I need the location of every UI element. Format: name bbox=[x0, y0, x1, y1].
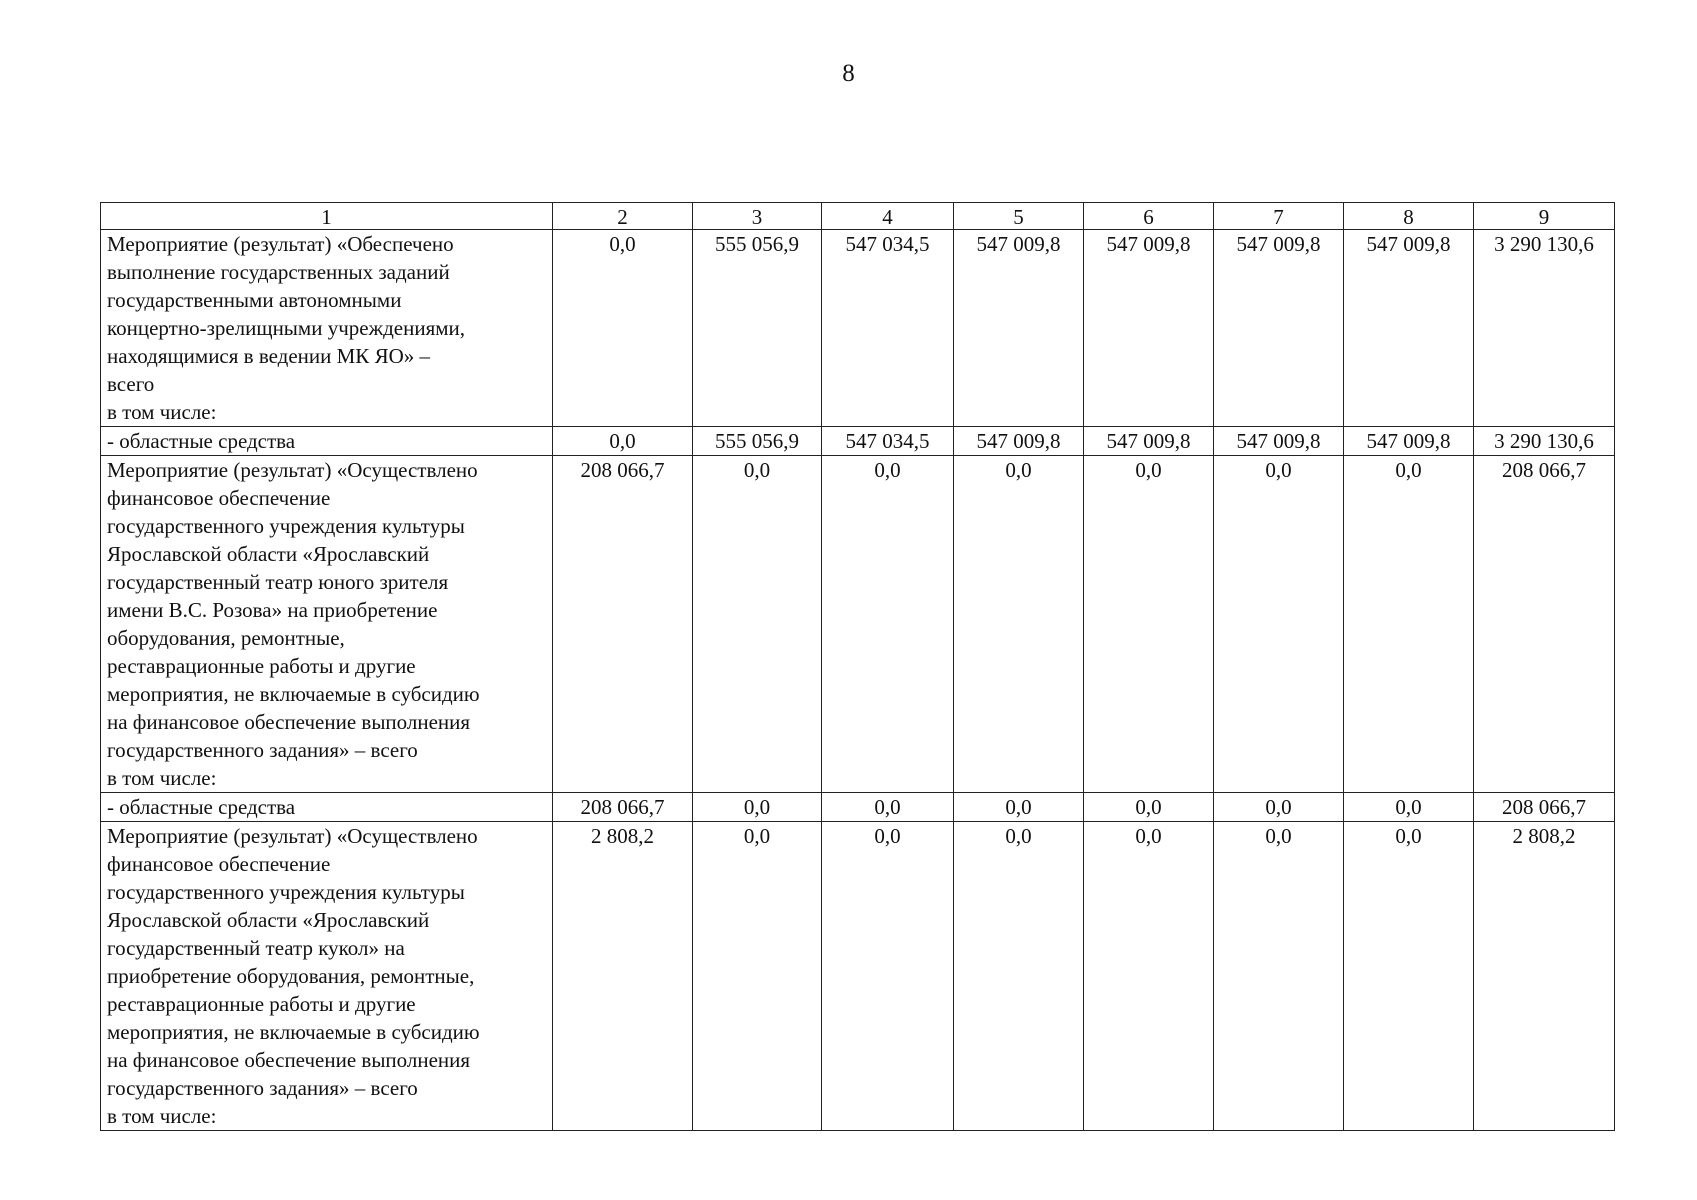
value-cell: 555 056,9 bbox=[693, 230, 822, 427]
value-cell: 2 808,2 bbox=[1474, 822, 1615, 1131]
column-header: 6 bbox=[1084, 203, 1214, 230]
value-cell: 547 009,8 bbox=[1344, 230, 1474, 427]
row-label-line: находящимися в ведении МК ЯО» – bbox=[107, 344, 430, 368]
row-label-line: государственного задания» – всего bbox=[107, 1076, 418, 1100]
column-header: 5 bbox=[954, 203, 1084, 230]
row-label-line: в том числе: bbox=[107, 766, 217, 790]
row-label-line: Мероприятие (результат) «Осуществлено bbox=[107, 824, 478, 848]
value-cell: 0,0 bbox=[822, 456, 954, 793]
page-number: 8 bbox=[842, 60, 855, 87]
value-cell: 0,0 bbox=[954, 793, 1084, 822]
value-cell: 2 808,2 bbox=[553, 822, 693, 1131]
row-label-line: финансовое обеспечение bbox=[107, 486, 331, 510]
row-label-line: финансовое обеспечение bbox=[107, 852, 331, 876]
column-header: 3 bbox=[693, 203, 822, 230]
row-label-line: концертно-зрелищными учреждениями, bbox=[107, 316, 466, 340]
value-cell: 547 009,8 bbox=[1084, 230, 1214, 427]
value-cell: 3 290 130,6 bbox=[1474, 427, 1615, 456]
row-label-line: - областные средства bbox=[107, 795, 296, 819]
row-label bbox=[101, 427, 553, 456]
row-label-line: имени В.С. Розова» на приобретение bbox=[107, 598, 438, 622]
column-header: 9 bbox=[1474, 203, 1615, 230]
value-cell: 0,0 bbox=[1084, 793, 1214, 822]
row-label-line: Мероприятие (результат) «Обеспечено bbox=[107, 232, 454, 256]
row-label-line: - областные средства bbox=[107, 429, 296, 453]
value-cell: 208 066,7 bbox=[1474, 793, 1615, 822]
value-cell: 0,0 bbox=[1214, 822, 1344, 1131]
row-label-line: государственный театр юного зрителя bbox=[107, 570, 449, 594]
value-cell: 0,0 bbox=[954, 456, 1084, 793]
value-cell: 208 066,7 bbox=[1474, 456, 1615, 793]
value-cell: 208 066,7 bbox=[553, 456, 693, 793]
value-cell: 0,0 bbox=[1344, 793, 1474, 822]
row-label-line: на финансовое обеспечение выполнения bbox=[107, 1048, 471, 1072]
value-cell: 547 009,8 bbox=[954, 230, 1084, 427]
value-cell: 555 056,9 bbox=[693, 427, 822, 456]
value-cell: 0,0 bbox=[1344, 456, 1474, 793]
value-cell: 208 066,7 bbox=[553, 793, 693, 822]
row-label-line: всего bbox=[107, 372, 155, 396]
value-cell: 0,0 bbox=[1084, 456, 1214, 793]
column-header: 8 bbox=[1344, 203, 1474, 230]
value-cell: 0,0 bbox=[553, 230, 693, 427]
column-header: 7 bbox=[1214, 203, 1344, 230]
row-label-line: оборудования, ремонтные, bbox=[107, 626, 345, 650]
table-row bbox=[101, 230, 1615, 427]
row-label-line: выполнение государственных заданий bbox=[107, 260, 450, 284]
value-cell: 547 009,8 bbox=[1084, 427, 1214, 456]
row-label-line: реставрационные работы и другие bbox=[107, 992, 416, 1016]
table-row bbox=[101, 456, 1615, 793]
row-label-line: в том числе: bbox=[107, 400, 217, 424]
column-header: 4 bbox=[822, 203, 954, 230]
row-label-line: мероприятия, не включаемые в субсидию bbox=[107, 1020, 480, 1044]
column-header: 2 bbox=[553, 203, 693, 230]
value-cell: 547 034,5 bbox=[822, 427, 954, 456]
value-cell: 0,0 bbox=[693, 456, 822, 793]
value-cell: 547 009,8 bbox=[1214, 427, 1344, 456]
table-row bbox=[101, 427, 1615, 456]
row-label-line: Ярославской области «Ярославский bbox=[107, 908, 430, 932]
budget-table bbox=[100, 202, 1615, 1131]
value-cell: 3 290 130,6 bbox=[1474, 230, 1615, 427]
row-label-line: на финансовое обеспечение выполнения bbox=[107, 710, 471, 734]
row-label bbox=[101, 793, 553, 822]
row-label-line: государственными автономными bbox=[107, 288, 402, 312]
row-label bbox=[101, 822, 553, 1131]
column-header: 1 bbox=[101, 203, 553, 230]
row-label bbox=[101, 230, 553, 427]
row-label-line: мероприятия, не включаемые в субсидию bbox=[107, 682, 480, 706]
row-label-line: государственный театр кукол» на bbox=[107, 936, 405, 960]
table-row bbox=[101, 822, 1615, 1131]
row-label-line: государственного учреждения культуры bbox=[107, 880, 465, 904]
row-label-line: Ярославской области «Ярославский bbox=[107, 542, 430, 566]
header-row bbox=[101, 203, 1615, 230]
value-cell: 0,0 bbox=[693, 822, 822, 1131]
value-cell: 0,0 bbox=[1214, 456, 1344, 793]
value-cell: 0,0 bbox=[1214, 793, 1344, 822]
value-cell: 0,0 bbox=[1084, 822, 1214, 1131]
row-label bbox=[101, 456, 553, 793]
row-label-line: государственного задания» – всего bbox=[107, 738, 418, 762]
row-label-line: государственного учреждения культуры bbox=[107, 514, 465, 538]
value-cell: 547 009,8 bbox=[1214, 230, 1344, 427]
value-cell: 0,0 bbox=[822, 822, 954, 1131]
row-label-line: в том числе: bbox=[107, 1104, 217, 1128]
row-label-line: приобретение оборудования, ремонтные, bbox=[107, 964, 475, 988]
row-label-line: реставрационные работы и другие bbox=[107, 654, 416, 678]
value-cell: 0,0 bbox=[693, 793, 822, 822]
value-cell: 0,0 bbox=[822, 793, 954, 822]
value-cell: 547 034,5 bbox=[822, 230, 954, 427]
value-cell: 0,0 bbox=[954, 822, 1084, 1131]
value-cell: 547 009,8 bbox=[954, 427, 1084, 456]
value-cell: 547 009,8 bbox=[1344, 427, 1474, 456]
table-row bbox=[101, 793, 1615, 822]
value-cell: 0,0 bbox=[553, 427, 693, 456]
row-label-line: Мероприятие (результат) «Осуществлено bbox=[107, 458, 478, 482]
value-cell: 0,0 bbox=[1344, 822, 1474, 1131]
